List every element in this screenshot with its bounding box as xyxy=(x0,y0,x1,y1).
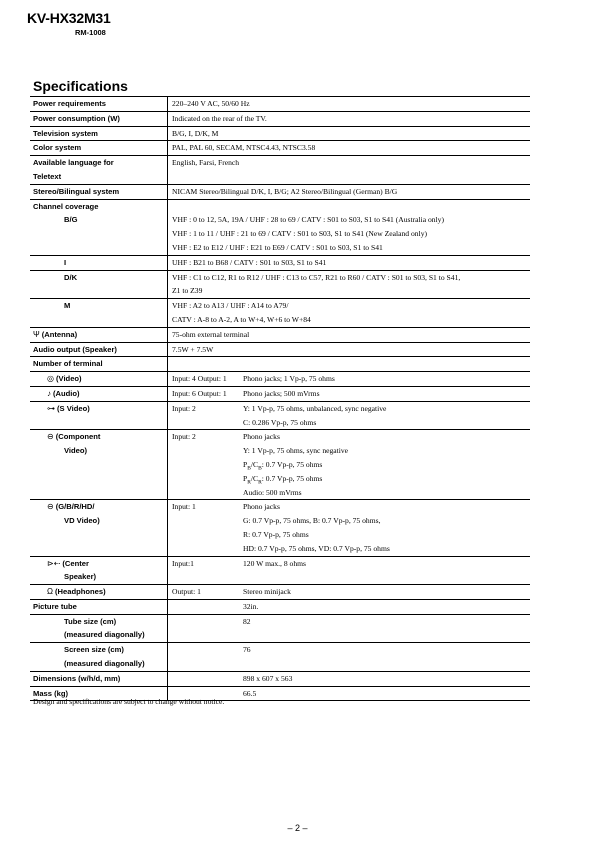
component-input-icon: ⊖ xyxy=(47,432,54,442)
row-value: 76 xyxy=(243,645,251,655)
row-teletext-language xyxy=(30,156,530,185)
row-label xyxy=(47,500,95,514)
pr-subscript: R xyxy=(247,479,251,486)
row-power-consumption xyxy=(30,112,530,127)
row-television-system xyxy=(30,127,530,142)
headphones-icon: Ω xyxy=(47,587,53,597)
row-value: CATV : A-8 to A-2, A to W+4, W+6 to W+84 xyxy=(172,314,311,324)
row-value: 75-ohm external terminal xyxy=(172,329,250,339)
page-number: – 2 – xyxy=(287,823,308,833)
row-label: Screen size (cm) xyxy=(64,645,124,655)
row-value: 32in. xyxy=(243,601,259,611)
row-label-cont: Video) xyxy=(64,446,88,456)
row-label-cont: Teletext xyxy=(33,171,62,181)
row-power-requirements xyxy=(30,97,530,112)
row-label: Dimensions (w/h/d, mm) xyxy=(33,673,121,683)
row-picture-tube xyxy=(30,600,530,615)
row-label-cont: (measured diagonally) xyxy=(64,630,145,640)
row-value: B/G, I, D/K, M xyxy=(172,128,219,138)
row-label-cont: Speaker) xyxy=(64,572,97,582)
audio-note-icon: ♪ xyxy=(47,388,51,398)
row-value: Phono jacks xyxy=(243,432,280,442)
headphones-label: (Headphones) xyxy=(54,587,106,597)
row-color-system xyxy=(30,141,530,156)
row-stereo-bilingual xyxy=(30,185,530,200)
row-value: Indicated on the rear of the TV. xyxy=(172,113,267,123)
row-label: Color system xyxy=(33,143,82,153)
row-label xyxy=(47,387,80,401)
row-dimensions xyxy=(30,672,530,687)
pb-value: : 0.7 Vp-p, 75 ohms xyxy=(261,459,323,469)
cb-symbol: /C xyxy=(250,459,259,469)
row-value: English, Farsi, French xyxy=(172,158,240,168)
row-sub-label-m: M xyxy=(64,301,71,311)
row-label: Audio output (Speaker) xyxy=(33,344,117,354)
row-screen-size xyxy=(30,643,530,672)
center-label: (Center xyxy=(62,558,89,568)
row-value: PAL, PAL 60, SECAM, NTSC4.43, NTSC3.58 xyxy=(172,143,316,153)
row-io: Input: 2 xyxy=(172,432,196,442)
row-label: Power requirements xyxy=(33,99,107,108)
row-sub-label-bg: B/G xyxy=(64,215,78,225)
row-sub-label-dk: D/K xyxy=(64,272,78,282)
row-gbrhd-terminal xyxy=(30,500,530,556)
antenna-label: (Antenna) xyxy=(41,329,78,339)
antenna-icon: Ψ xyxy=(33,329,40,339)
row-value-pb xyxy=(243,458,322,472)
row-label xyxy=(47,430,100,444)
row-label: Number of terminal xyxy=(33,359,103,369)
row-center-speaker xyxy=(30,557,530,586)
row-channel-coverage-dk xyxy=(30,271,530,300)
rgb-input-icon: ⊖ xyxy=(47,502,54,512)
row-value: Y: 1 Vp-p, 75 ohms, sync negative xyxy=(243,446,349,456)
row-value: Audio: 500 mVrms xyxy=(243,487,302,497)
row-value: Phono jacks; 500 mVrms xyxy=(243,388,320,398)
row-audio-output xyxy=(30,343,530,358)
svideo-label: (S Video) xyxy=(57,403,90,413)
row-label: Television system xyxy=(33,128,98,138)
row-label xyxy=(47,372,82,386)
video-icon: ◎ xyxy=(47,374,54,384)
row-value: 66.5 xyxy=(243,688,257,698)
row-value: Phono jacks xyxy=(243,502,280,512)
row-value: 82 xyxy=(243,616,251,626)
row-value-pr xyxy=(243,472,322,486)
speaker-icon: ⊳⇠ xyxy=(47,558,61,568)
pr-value: : 0.7 Vp-p, 75 ohms xyxy=(261,473,323,483)
row-value: 220–240 V AC, 50/60 Hz xyxy=(172,99,250,108)
row-channel-coverage-bg xyxy=(30,200,530,256)
page-title: Specifications xyxy=(33,78,128,94)
cb-subscript: B xyxy=(258,465,262,472)
row-label: Power consumption (W) xyxy=(33,113,120,123)
row-tube-size xyxy=(30,615,530,644)
row-value: C: 0.286 Vp-p, 75 ohms xyxy=(243,417,317,427)
row-value: R: 0.7 Vp-p, 75 ohms xyxy=(243,529,309,539)
row-value: 120 W max., 8 ohms xyxy=(243,558,307,568)
row-value: HD: 0.7 Vp-p, 75 ohms, VD: 0.7 Vp-p, 75 ohms xyxy=(243,543,390,553)
row-label: Picture tube xyxy=(33,601,77,611)
row-channel-coverage-m xyxy=(30,299,530,328)
row-value: NICAM Stereo/Bilingual D/K, I, B/G; A2 Stereo/Bilingual (German) B/G xyxy=(172,186,398,196)
row-label xyxy=(47,557,89,571)
row-sub-label-i: I xyxy=(64,257,67,267)
svideo-icon: ⊶ xyxy=(47,403,55,413)
model-number: KV-HX32M31 xyxy=(27,10,111,26)
row-label-cont: (measured diagonally) xyxy=(64,659,145,669)
row-label xyxy=(47,402,90,416)
row-value: Stereo minijack xyxy=(243,587,291,597)
row-audio-terminal xyxy=(30,387,530,402)
row-value: VHF : E2 to E12 / UHF : E21 to E69 / CATV : S01 to S03, S1 to S41 xyxy=(172,242,383,252)
row-io: Input: 1 xyxy=(172,502,196,512)
row-value: VHF : A2 to A13 / UHF : A14 to A79/ xyxy=(172,301,289,311)
row-video-terminal xyxy=(30,372,530,387)
row-value: Z1 to Z39 xyxy=(172,286,203,296)
row-io: Output: 1 xyxy=(172,587,201,597)
row-label: Mass (kg) xyxy=(33,688,69,698)
row-label: Available language for xyxy=(33,158,114,168)
row-value: UHF : B21 to B68 / CATV : S01 to S03, S1 to S41 xyxy=(172,257,327,267)
row-value: Y: 1 Vp-p, 75 ohms, unbalanced, sync negative xyxy=(243,403,387,413)
row-label xyxy=(47,585,106,599)
pb-symbol: P xyxy=(243,459,248,469)
pr-symbol: P xyxy=(243,473,248,483)
spec-table xyxy=(30,96,530,701)
row-value: 7.5W + 7.5W xyxy=(172,344,214,354)
cr-subscript: R xyxy=(258,479,262,486)
row-value: Phono jacks; 1 Vp-p, 75 ohms xyxy=(243,374,335,384)
row-value: VHF : 0 to 12, 5A, 19A / UHF : 28 to 69 / CATV : S01 to S03, S1 to S41 (Australia only) xyxy=(172,215,444,225)
row-label: Tube size (cm) xyxy=(64,616,117,626)
row-antenna xyxy=(30,328,530,343)
row-value: 898 x 607 x 563 xyxy=(243,673,293,683)
row-value: VHF : C1 to C12, R1 to R12 / UHF : C13 to C57, R21 to R60 / CATV : S01 to S03, S1 to S41, xyxy=(172,272,461,282)
cr-symbol: /C xyxy=(250,473,259,483)
row-io: Input:1 xyxy=(172,558,194,568)
remote-model: RM-1008 xyxy=(75,28,106,37)
row-number-of-terminal xyxy=(30,357,530,372)
row-headphones xyxy=(30,585,530,600)
footnote: Design and specifications are subject to change without notice. xyxy=(33,697,225,706)
pb-subscript: B xyxy=(247,465,251,472)
row-label: Stereo/Bilingual system xyxy=(33,186,120,196)
row-value: G: 0.7 Vp-p, 75 ohms, B: 0.7 Vp-p, 75 ohms, xyxy=(243,516,381,526)
audio-label: (Audio) xyxy=(53,388,80,398)
row-value: VHF : 1 to 11 / UHF : 21 to 69 / CATV : S01 to S03, S1 to S41 (New Zealand only) xyxy=(172,229,428,239)
row-io: Input: 4 Output: 1 xyxy=(172,374,227,384)
row-svideo-terminal xyxy=(30,402,530,431)
gbrhd-label: (G/B/R/HD/ xyxy=(55,502,95,512)
component-label: (Component xyxy=(55,432,101,442)
row-label: Channel coverage xyxy=(33,201,99,211)
row-channel-coverage-i xyxy=(30,256,530,271)
row-label xyxy=(33,328,77,342)
row-component-terminal xyxy=(30,430,530,500)
row-io: Input: 6 Output: 1 xyxy=(172,388,227,398)
row-label-cont: VD Video) xyxy=(64,516,100,526)
video-label: (Video) xyxy=(55,374,82,384)
row-io: Input: 2 xyxy=(172,403,196,413)
